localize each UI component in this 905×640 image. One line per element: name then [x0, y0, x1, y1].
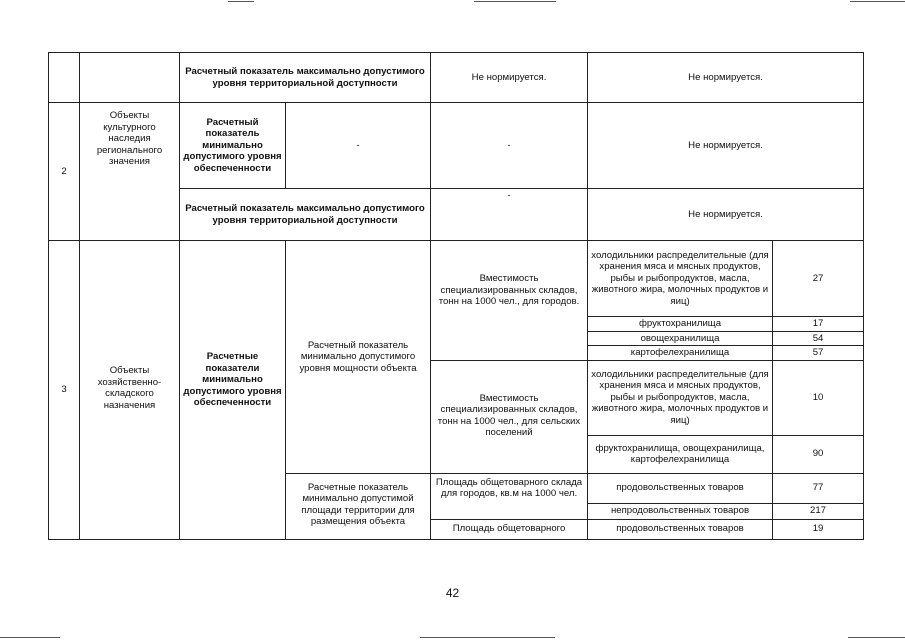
- cell-indicator: Расчетный показатель максимально допустимого уровня территориальной доступности: [180, 53, 431, 103]
- cell-value: -: [431, 189, 588, 241]
- cell-item-name: холодильники распределительные (для хранения мяса и мясных продуктов, рыбы и рыбопродуктов, масла, животного жира, молочных продуктов и яиц): [588, 241, 773, 317]
- cell-capacity-rural: Вместимость специализированных складов, тонн на 1000 чел., для сельских поселений: [431, 360, 588, 473]
- cell-value: Не нормируется.: [588, 103, 864, 189]
- cell-value: -: [286, 103, 431, 189]
- scan-artifact-top-left: [228, 1, 254, 2]
- table-row: [49, 103, 864, 189]
- cell-value: Не нормируется.: [431, 53, 588, 103]
- cell-value: Не нормируется.: [588, 53, 864, 103]
- cell-item-name: овощехранилища: [588, 331, 773, 346]
- cell-item-value: 217: [773, 503, 864, 519]
- cell-number: 2: [49, 103, 80, 241]
- page-number: 42: [445, 586, 460, 600]
- cell-item-name: картофелехранилища: [588, 346, 773, 361]
- norms-table: [48, 52, 864, 540]
- scan-artifact-top-right: [850, 1, 905, 2]
- cell-area-indicator: Расчетные показатель минимально допустимой площади территории для размещения объекта: [286, 473, 431, 539]
- scan-artifact-bottom-center: [420, 637, 555, 638]
- cell-number: [49, 53, 80, 103]
- cell-indicator: Расчетный показатель минимально допустимого уровня обеспеченности: [180, 103, 286, 189]
- cell-item-value: 27: [773, 241, 864, 317]
- cell-item-value: 17: [773, 317, 864, 332]
- table-row: [49, 53, 864, 103]
- cell-item-value: 10: [773, 360, 864, 435]
- cell-object: Объекты культурного наследия регионального значения: [80, 103, 180, 241]
- cell-indicator: Расчетный показатель максимально допустимого уровня территориальной доступности: [180, 189, 431, 241]
- cell-object: [80, 53, 180, 103]
- cell-item-name: продовольственных товаров: [588, 519, 773, 539]
- cell-item-name: фруктохранилища: [588, 317, 773, 332]
- cell-item-value: 19: [773, 519, 864, 539]
- table-row: [49, 241, 864, 317]
- cell-value: Не нормируется.: [588, 189, 864, 241]
- cell-item-name: непродовольственных товаров: [588, 503, 773, 519]
- cell-area-city: Площадь общетоварного склада для городов, кв.м на 1000 чел.: [431, 473, 588, 519]
- cell-item-value: 77: [773, 473, 864, 503]
- cell-indicator: Расчетные показатели минимально допустимого уровня обеспеченности: [180, 241, 286, 540]
- cell-object: Объекты хозяйственно-складского назначения: [80, 241, 180, 540]
- cell-item-name: продовольственных товаров: [588, 473, 773, 503]
- cell-item-value: 90: [773, 435, 864, 473]
- cell-value: -: [431, 103, 588, 189]
- cell-number: 3: [49, 241, 80, 540]
- scan-artifact-bottom-left: [0, 637, 60, 638]
- cell-power-indicator: Расчетный показатель минимально допустимого уровня мощности объекта: [286, 241, 431, 474]
- cell-capacity-city: Вместимость специализированных складов, тонн на 1000 чел., для городов.: [431, 241, 588, 361]
- cell-item-value: 54: [773, 331, 864, 346]
- cell-area-rural: Площадь общетоварного: [431, 519, 588, 539]
- cell-item-name: фруктохранилища, овощехранилища, картофелехранилища: [588, 435, 773, 473]
- cell-item-name: холодильники распределительные (для хранения мяса и мясных продуктов, рыбы и рыбопродуктов, масла, животного жира, молочных продуктов и яиц): [588, 360, 773, 435]
- scan-artifact-bottom-right: [848, 637, 905, 638]
- cell-item-value: 57: [773, 346, 864, 361]
- scan-artifact-top-center: [474, 1, 556, 2]
